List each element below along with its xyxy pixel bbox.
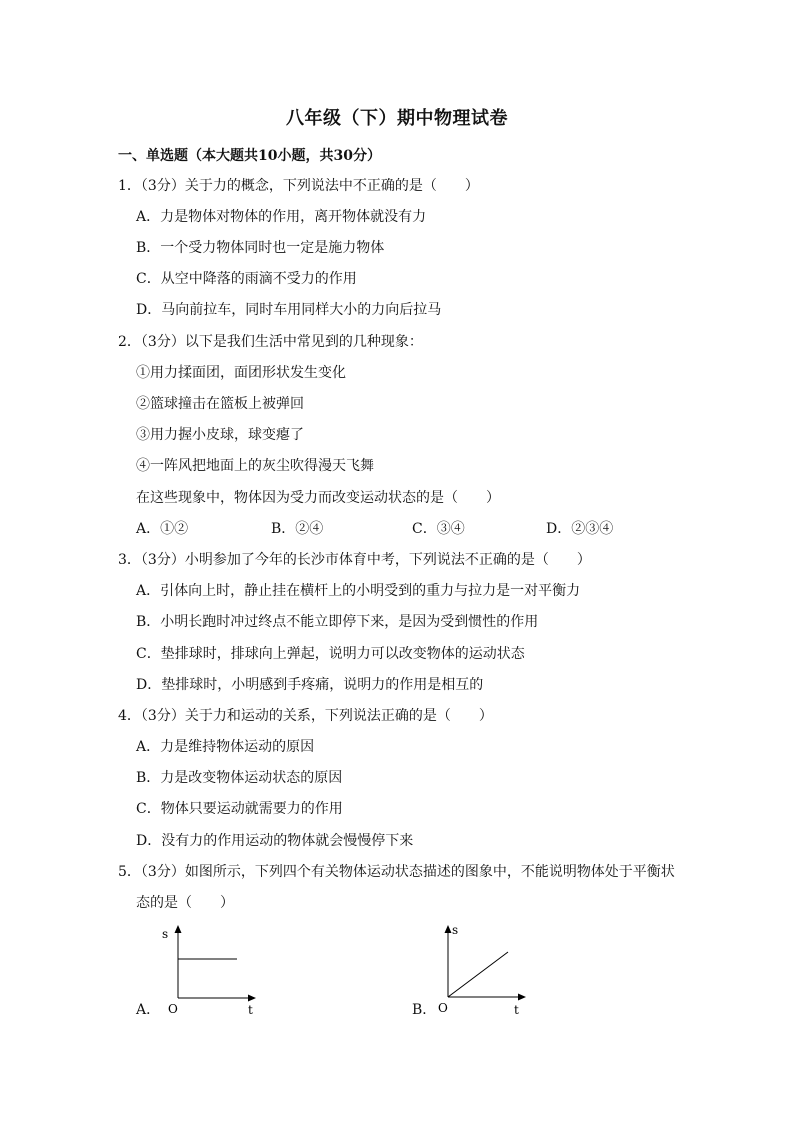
question-1-option-b: B．一个受力物体同时也一定是施力物体 [136, 240, 385, 256]
graph-a-option-label: A． [136, 1002, 161, 1018]
section-title: 一、单选题（本大题共10小题，共30分） [118, 148, 381, 164]
question-2-question: 在这些现象中，物体因为受力而改变运动状态的是（ ） [136, 490, 500, 506]
question-4-option-a: A．力是维持物体运动的原因 [136, 739, 315, 755]
question-1-option-c: C．从空中降落的雨滴不受力的作用 [136, 271, 357, 287]
question-5-stem-line-2: 态的是（ ） [136, 895, 234, 911]
question-3-stem: 3．（3分）小明参加了今年的长沙市体育中考，下列说法不正确的是（ ） [118, 552, 591, 568]
question-2-item-1: ①用力揉面团，面团形状发生变化 [136, 365, 346, 381]
graph-b [420, 918, 535, 1022]
question-2-stem: 2．（3分）以下是我们生活中常见到的几种现象： [118, 334, 423, 350]
question-2-item-4: ④一阵风把地面上的灰尘吹得漫天飞舞 [136, 458, 374, 474]
question-2-option-b: B．②④ [271, 521, 324, 537]
question-4-option-c: C．物体只要运动就需要力的作用 [136, 801, 343, 817]
graph-a-x-label: t [248, 1003, 253, 1017]
question-2-option-c: C．③④ [412, 521, 465, 537]
question-2-item-3: ③用力握小皮球，球变瘪了 [136, 427, 304, 443]
page-title: 八年级（下）期中物理试卷 [286, 108, 508, 129]
graph-a-origin-label: O [168, 1002, 178, 1016]
question-4-stem: 4．（3分）关于力和运动的关系，下列说法正确的是（ ） [118, 708, 493, 724]
question-5-stem-line-1: 5．（3分）如图所示，下列四个有关物体运动状态描述的图象中，不能说明物体处于平衡状 [118, 864, 675, 880]
question-4-option-d: D．没有力的作用运动的物体就会慢慢停下来 [136, 833, 414, 849]
question-1-option-a: A．力是物体对物体的作用，离开物体就没有力 [136, 209, 427, 225]
graph-b-origin-label: O [438, 1001, 448, 1015]
question-2-item-2: ②篮球撞击在篮板上被弹回 [136, 396, 304, 412]
question-3-option-d: D．垫排球时，小明感到手疼痛，说明力的作用是相互的 [136, 677, 484, 693]
question-4-option-b: B．力是改变物体运动状态的原因 [136, 770, 343, 786]
graph-a-x-arrow [248, 995, 256, 1002]
graph-a-y-label: s [162, 927, 169, 941]
question-3-option-c: C．垫排球时，排球向上弹起，说明力可以改变物体的运动状态 [136, 646, 525, 662]
graph-b-x-arrow [518, 994, 526, 1001]
graph-b-option-label: B． [412, 1002, 437, 1018]
question-2-option-d: D．②③④ [546, 521, 614, 537]
graph-b-y-arrow [445, 925, 452, 933]
graph-a-y-arrow [175, 925, 182, 933]
graph-b-x-label: t [514, 1003, 519, 1017]
graph-b-data-line [448, 952, 508, 997]
question-2-option-a: A．①② [136, 521, 189, 537]
question-1-option-d: D．马向前拉车，同时车用同样大小的力向后拉马 [136, 302, 442, 318]
question-1-stem: 1．（3分）关于力的概念，下列说法中不正确的是（ ） [118, 178, 479, 194]
graph-b-y-label: s [452, 923, 459, 937]
question-3-option-b: B．小明长跑时冲过终点不能立即停下来，是因为受到惯性的作用 [136, 614, 539, 630]
graph-a [150, 922, 265, 1022]
question-3-option-a: A．引体向上时，静止挂在横杆上的小明受到的重力与拉力是一对平衡力 [136, 583, 581, 599]
